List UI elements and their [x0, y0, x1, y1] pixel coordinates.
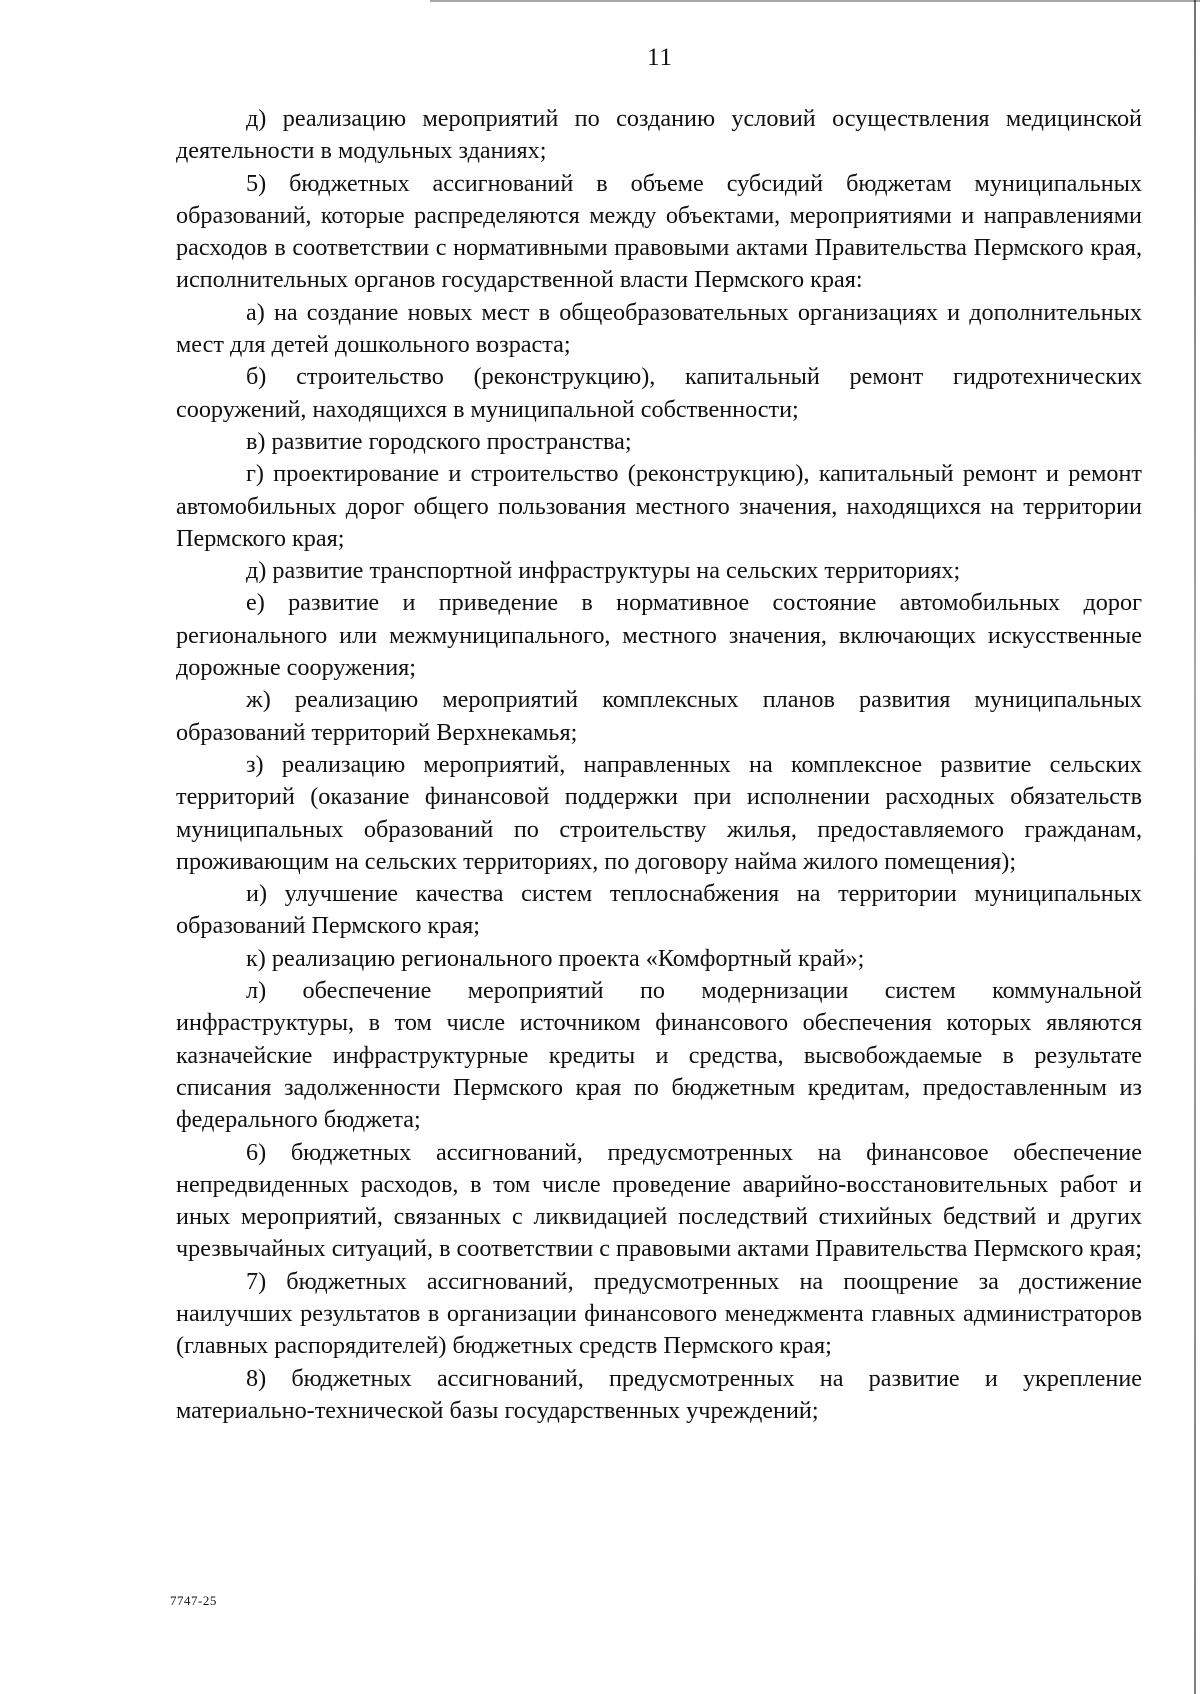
- paragraph-item-d-modular: д) реализацию мероприятий по созданию условий осуществления медицинской деятельности в модульных зданиях;: [176, 105, 1142, 165]
- paragraph-item-d-transport: д) развитие транспортной инфраструктуры на сельских территориях;: [246, 557, 961, 585]
- paragraph-8-material-base: 8) бюджетных ассигнований, предусмотренных на развитие и укрепление материально-технической базы государственных учреждений;: [176, 1364, 1142, 1424]
- paragraph-item-a-schools: а) на создание новых мест в общеобразовательных организациях и дополнительных мест для детей дошкольного возраста;: [176, 298, 1142, 359]
- scan-edge-top: [430, 0, 1200, 2]
- paragraph-item-g-roads: г) проектирование и строительство (реконструкцию), капитальный ремонт и ремонт автомобильных дорог общего пользования местного значения, находящихся на территории Пермского края;: [176, 460, 1142, 552]
- paragraph-6-emergency: 6) бюджетных ассигнований, предусмотренных на финансовое обеспечение непредвиденных расходов, в том числе проведение аварийно-восстановительных работ и иных мероприятий, связанных с ликвидацией последствий стихийных бедствий и других чрезвычайных ситуаций, в соответствии с правовыми актами Правительства Пермского края;: [176, 1138, 1142, 1263]
- paragraph-item-i-heating: и) улучшение качества систем теплоснабжения на территории муниципальных образований Пермского края;: [176, 880, 1142, 940]
- document-code: 7747-25: [170, 1593, 217, 1608]
- paragraph-7-incentive: 7) бюджетных ассигнований, предусмотренных на поощрение за достижение наилучших результатов в организации финансового менеджмента главных администраторов (главных распорядителей) бюджетных средств Пермского края;: [176, 1267, 1142, 1360]
- paragraph-item-zh-verkhnekamye: ж) реализацию мероприятий комплексных планов развития муниципальных образований территорий Верхнекамья;: [176, 686, 1142, 746]
- paragraph-item-b-hydro: б) строительство (реконструкцию), капитальный ремонт гидротехнических сооружений, находящихся в муниципальной собственности;: [176, 363, 1142, 423]
- scan-edge-right: [1194, 0, 1196, 1694]
- paragraph-item-z-rural: з) реализацию мероприятий, направленных на комплексное развитие сельских территорий (оказание финансовой поддержки при исполнении расходных обязательств муниципальных образований по строительству жилья, предоставляемого гражданам, проживающим на сельских территориях, по договору найма жилого помещения);: [176, 750, 1142, 875]
- paragraph-item-v-urban-space: в) развитие городского пространства;: [246, 427, 632, 455]
- page-number: 11: [646, 44, 674, 71]
- paragraph-5-subsidies: 5) бюджетных ассигнований в объеме субсидий бюджетам муниципальных образований, которые распределяются между объектами, мероприятиями и направлениями расходов в соответствии с нормативными правовыми актами Правительства Пермского края, исполнительных органов государственной власти Пермского края:: [176, 169, 1142, 294]
- paragraph-item-l-utilities: л) обеспечение мероприятий по модернизации систем коммунальной инфраструктуры, в том числе источником финансового обеспечения которых являются казначейские инфраструктурные кредиты и средства, высвобождаемые в результате списания задолженности Пермского края по бюджетным кредитам, предоставленным из федерального бюджета;: [176, 977, 1142, 1134]
- paragraph-item-k-comfort: к) реализацию регионального проекта «Комфортный край»;: [246, 944, 865, 972]
- document-body: [176, 103, 1142, 1427]
- paragraph-item-e-regional-roads: е) развитие и приведение в нормативное состояние автомобильных дорог регионального или межмуниципального, местного значения, включающих искусственные дорожные сооружения;: [176, 589, 1142, 682]
